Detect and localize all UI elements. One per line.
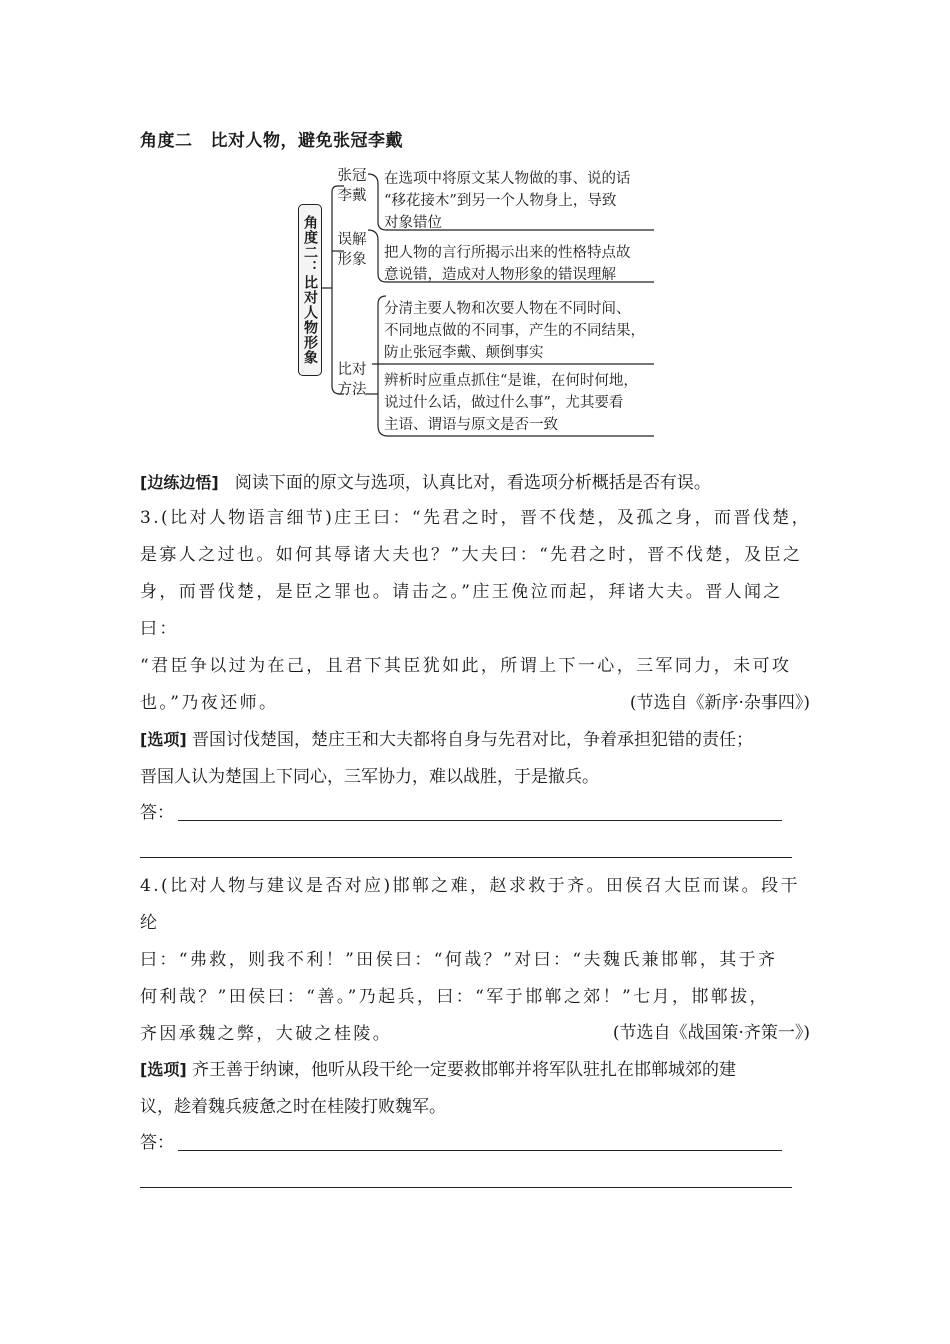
q3-answer-line-2[interactable] bbox=[140, 857, 792, 858]
leaf-2: 把人物的言行所揭示出来的性格特点故 意说错，造成对人物形象的错误理解 bbox=[384, 245, 631, 283]
heading-prefix: 角度二 bbox=[140, 131, 193, 151]
leaf-1: 在选项中将原文某人物做的事、说的话 “移花接木”到另一个人物身上，导致 对象错位 bbox=[384, 171, 631, 231]
q4-passage: 4.(比对人物与建议是否对应)邯郸之难，赵求救于齐。田侯召大臣而谋。段干纶 曰：“弗救，则我不利！”田侯曰：“何哉？”对曰：“夫魏氏兼邯郸，其于齐 何利哉？”田侯曰：“善。”乃起兵，曰：“军于邯郸之郊！”七月，邯郸拔， 齐因承魏之弊，大破之桂陵。 bbox=[140, 876, 800, 1044]
practice-instruction: [边练边悟] 阅读下面的原文与选项，认真比对，看选项分析概括是否有误。 bbox=[140, 473, 711, 493]
q4-answer-label: 答： bbox=[140, 1133, 174, 1153]
leaf-3: 分清主要人物和次要人物在不同时间、 不同地点做的不同事，产生的不同结果， 防止张冠李戴、颠倒事实 bbox=[384, 301, 645, 361]
q3-option-tag: [选项] bbox=[140, 730, 187, 749]
q3-answer-line-1[interactable] bbox=[178, 820, 782, 821]
concept-diagram bbox=[296, 164, 658, 444]
q4-answer-line-1[interactable] bbox=[178, 1150, 782, 1151]
diagram-root: 角度二：比对人物形象 bbox=[298, 204, 322, 376]
branch-biduifangfa: 比对 方法 bbox=[337, 362, 367, 398]
q4-source: (节选自《战国策·齐策一》) bbox=[612, 1023, 810, 1043]
branch-wujie: 误解 形象 bbox=[337, 232, 367, 268]
section-heading bbox=[140, 126, 403, 151]
practice-tag: [边练边悟] bbox=[140, 473, 219, 492]
leaf-4: 辨析时应重点抓住“是谁，在何时何地， 说过什么话，做过什么事”，尤其要看 主语、谓语与原文是否一致 bbox=[384, 373, 638, 433]
q4-answer-line-2[interactable] bbox=[140, 1187, 792, 1188]
q3-source: (节选自《新序·杂事四》) bbox=[629, 693, 810, 713]
heading-title: 比对人物，避免张冠李戴 bbox=[210, 131, 403, 151]
q4-option: [选项] 齐王善于纳谏，他听从段干纶一定要救邯郸并将军队驻扎在邯郸城郊的建 议，趁着魏兵疲惫之时在桂陵打败魏军。 bbox=[140, 1060, 737, 1117]
q3-passage: 3.(比对人物语言细节)庄王曰：“先君之时，晋不伐楚，及孤之身，而晋伐楚， 是寡人之过也。如何其辱诸大夫也？”大夫曰：“先君之时，晋不伐楚，及臣之 身，而晋伐楚，是臣之罪也。请击之。”庄王俛泣而起，拜诸大夫。晋人闻之曰： “君臣争以过为在己，且君下其臣犹如此，所谓上下一心，三军同力，未可攻 也。”乃夜还师。 bbox=[140, 508, 811, 713]
q3-answer-label: 答： bbox=[140, 803, 174, 823]
q3-option: [选项] 晋国讨伐楚国，楚庄王和大夫都将自身与先君对比，争着承担犯错的责任； 晋国人认为楚国上下同心，三军协力，难以战胜，于是撤兵。 bbox=[140, 730, 754, 787]
branch-zhangguan: 张冠 李戴 bbox=[337, 168, 367, 204]
q4-option-tag: [选项] bbox=[140, 1060, 187, 1079]
